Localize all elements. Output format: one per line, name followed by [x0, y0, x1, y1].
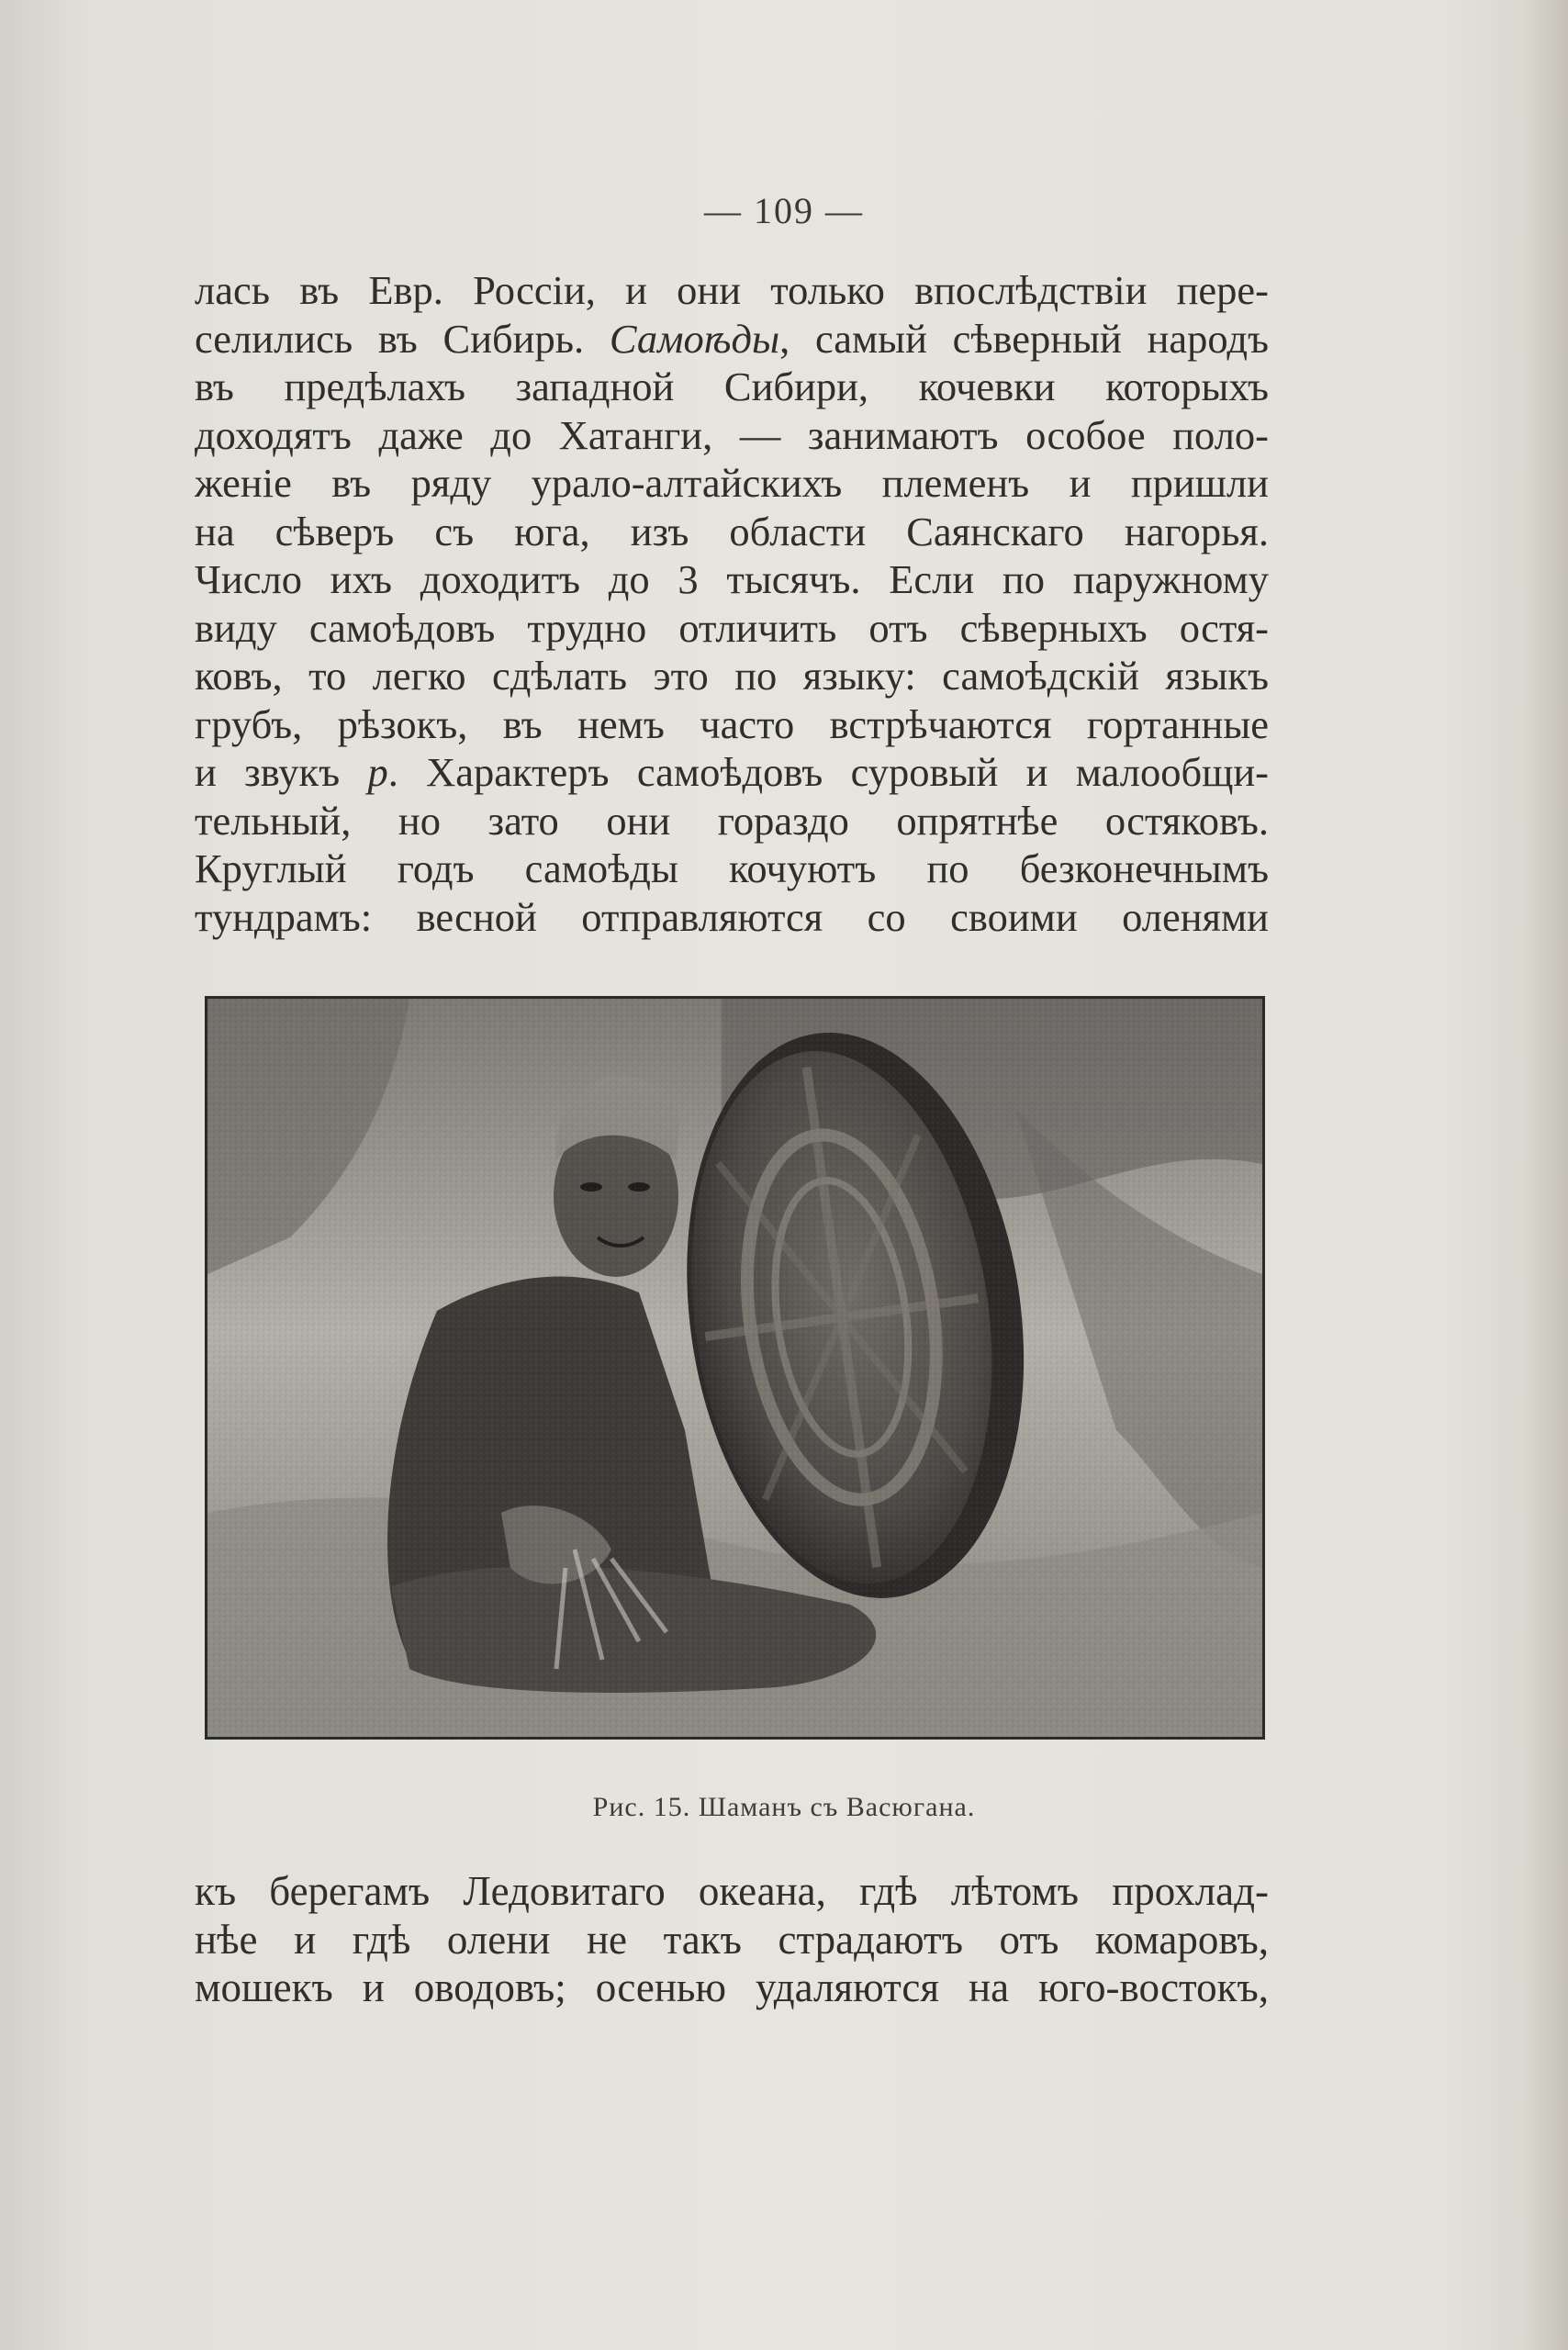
text-line: виду самоѣдовъ трудно отличить отъ сѣверныхъ остя- — [195, 604, 1269, 651]
text-line: женіе въ ряду урало-алтайскихъ племенъ и пришли — [195, 460, 1269, 506]
text-line: доходятъ даже до Хатанги, — занимаютъ особое поло- — [195, 411, 1269, 458]
shaman-photograph — [205, 996, 1265, 1740]
text-line: Число ихъ доходитъ до 3 тысячъ. Если по паружному — [195, 556, 1269, 602]
italic-term: Самоѣды — [609, 315, 780, 362]
page-edge-shadow — [1524, 0, 1568, 2350]
text-line: на сѣверъ съ юга, изъ области Саянскаго нагорья. — [195, 508, 1269, 554]
page-number: — 109 — — [704, 190, 864, 231]
text-line: грубъ, рѣзокъ, въ немъ часто встрѣчаются гортанные — [195, 700, 1269, 747]
italic-term: р — [367, 749, 388, 795]
text-line: тельный, но зато они гораздо опрятнѣе остяковъ. — [195, 797, 1269, 844]
text-line: тундрамъ: весной отправляются со своими оленями — [195, 893, 1269, 940]
text-line: ковъ, то легко сдѣлать это по языку: самоѣдскій языкъ — [195, 653, 1269, 699]
text-line: Круглый годъ самоѣды кочуютъ по безконечнымъ — [195, 845, 1269, 891]
text-line: въ предѣлахъ западной Сибири, кочевки которыхъ — [195, 364, 1269, 409]
text-line: нѣе и гдѣ олени не такъ страдаютъ отъ комаровъ, — [195, 1916, 1269, 1963]
text-line: селились въ Сибирь. Самоѣды, самый сѣверный народъ — [195, 315, 1269, 362]
text-block-bottom — [195, 1867, 1269, 2012]
text-line: лась въ Евр. Россіи, и они только впослѣдствіи пере- — [195, 267, 1269, 313]
text-block-top — [195, 266, 1269, 941]
text-line: мошекъ и оводовъ; осенью удаляются на юго-востокъ, — [195, 1964, 1269, 2010]
text-line: къ берегамъ Ледовитаго океана, гдѣ лѣтомъ прохлад- — [195, 1868, 1269, 1914]
text-line: и звукъ р. Характеръ самоѣдовъ суровый и малообщи- — [195, 749, 1269, 795]
figure-caption: Рис. 15. Шаманъ съ Васюгана. — [592, 1792, 976, 1822]
